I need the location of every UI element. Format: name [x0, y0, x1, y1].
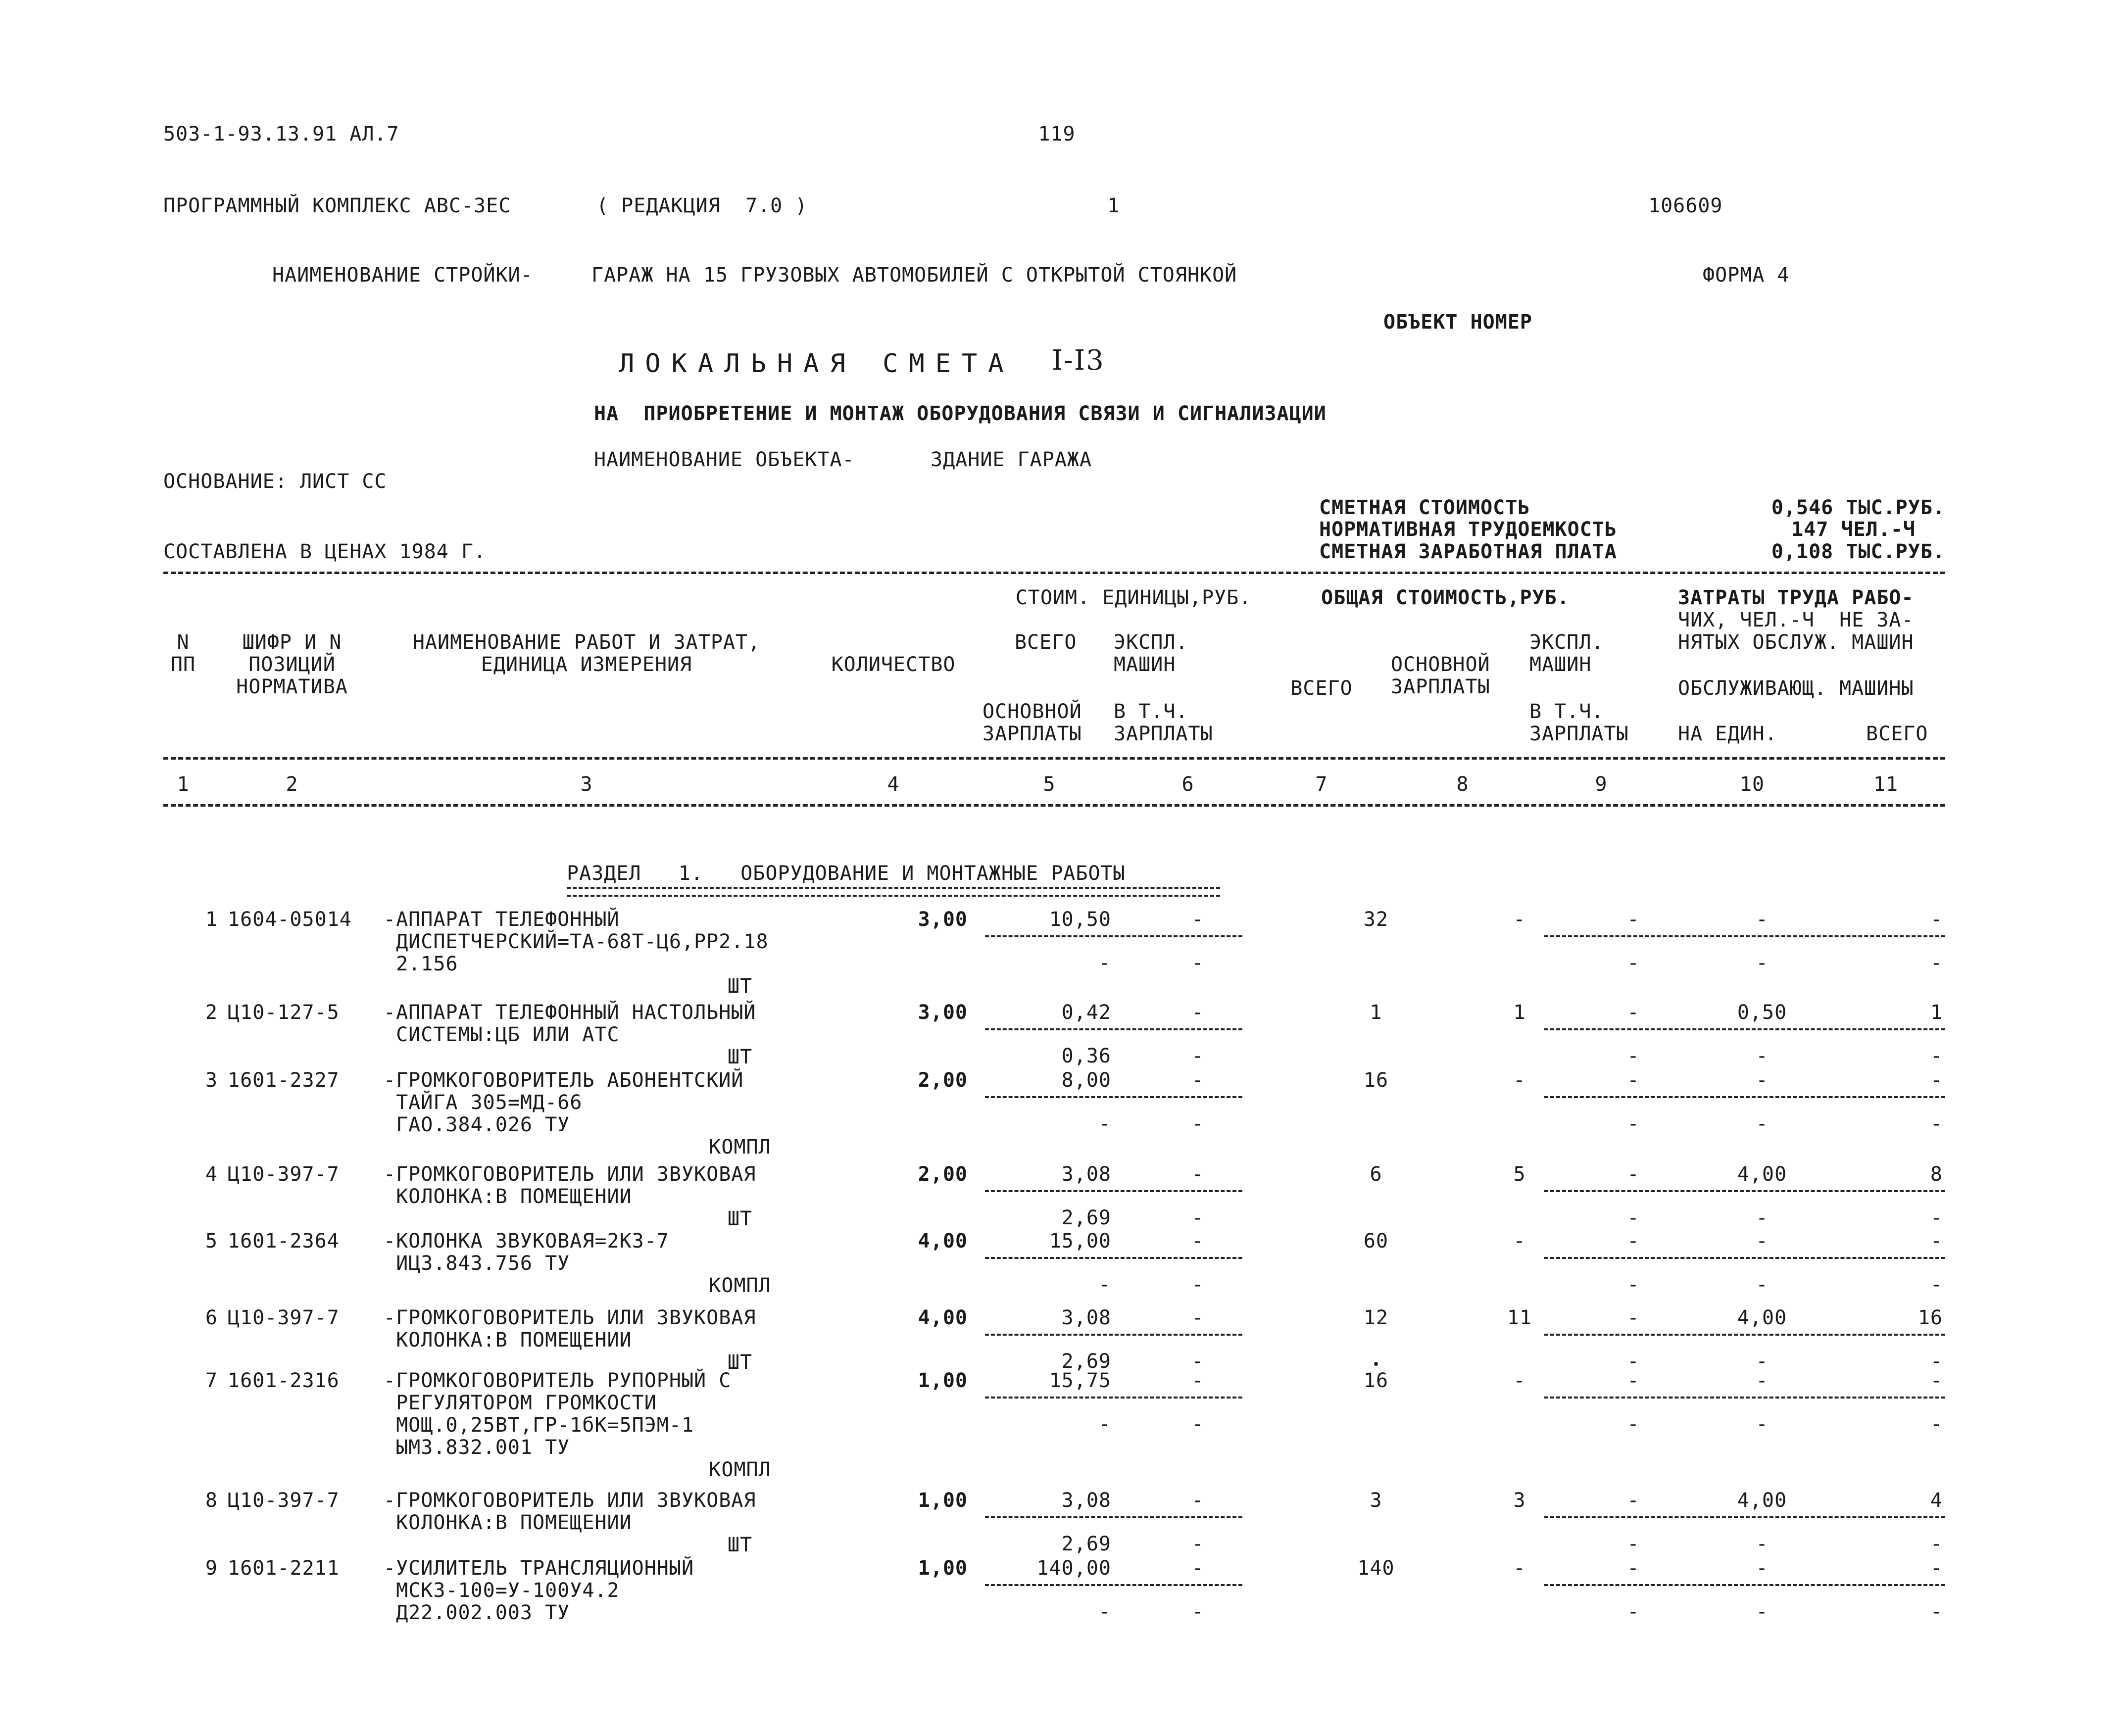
column-number: 5 — [1043, 773, 1056, 796]
row-code: 1604-05014 — [228, 908, 352, 931]
header-total-all: ВСЕГО — [1290, 677, 1353, 700]
row-number: 8 — [205, 1489, 218, 1512]
basis: ОСНОВАНИЕ: ЛИСТ СС — [163, 470, 387, 493]
row-code: 1601-2327 — [228, 1069, 340, 1092]
row-labor-sub: - — [1756, 1533, 1769, 1555]
row-number: 2 — [205, 1001, 218, 1024]
row-work-name: МОЩ.0,25ВТ,ГР-1бК=5ПЭМ-1 — [384, 1414, 694, 1437]
header-bottom-rule — [163, 804, 1945, 807]
row-total-zp-machines: - — [1627, 1413, 1640, 1436]
row-code: 1601-2364 — [228, 1230, 340, 1253]
row-total-ekspl: - — [1627, 1369, 1640, 1392]
row-sub-rule — [1544, 1096, 1945, 1098]
row-work-name: -ГРОМКОГОВОРИТЕЛЬ АБОНЕНТСКИЙ — [384, 1069, 744, 1092]
row-unit-cost: 140,00 — [1036, 1557, 1111, 1580]
form-label: ФОРМА 4 — [1703, 264, 1790, 287]
section-underline — [567, 887, 1220, 897]
row-labor-per-unit: 0,50 — [1737, 1001, 1787, 1024]
row-unit-cost: 3,08 — [1061, 1489, 1111, 1512]
row-unit: ШТ — [727, 1046, 753, 1068]
row-work-name: -УСИЛИТЕЛЬ ТРАНСЛЯЦИОННЫЙ — [384, 1557, 694, 1580]
header-unit-vtch: В Т.Ч. — [1114, 700, 1188, 723]
row-total-osn: 1 — [1513, 1001, 1526, 1024]
row-number: 5 — [205, 1230, 218, 1253]
row-labor-per-unit: 4,00 — [1737, 1163, 1787, 1186]
row-work-name: КОЛОНКА:В ПОМЕЩЕНИИ — [384, 1511, 632, 1534]
header-pp: ПП — [170, 653, 196, 676]
row-labor-per-unit: 4,00 — [1737, 1489, 1787, 1512]
header-work-name: ЕДИНИЦА ИЗМЕРЕНИЯ — [481, 653, 692, 676]
row-total: 60 — [1363, 1230, 1389, 1253]
section-heading: РАЗДЕЛ 1. ОБОРУДОВАНИЕ И МОНТАЖНЫЕ РАБОТЫ — [567, 862, 1126, 885]
row-unit-zp-machines: - — [1191, 1600, 1204, 1623]
row-work-name: МСКЗ-100=У-100У4.2 — [384, 1579, 620, 1602]
column-number: 9 — [1595, 773, 1608, 796]
row-quantity: 4,00 — [918, 1306, 968, 1329]
row-work-name: ГАО.384.026 ТУ — [384, 1113, 570, 1136]
summary-value: 0,546 ТЫС.РУБ. — [1771, 496, 1945, 519]
row-labor-sub: - — [1756, 1045, 1769, 1067]
row-unit-ekspl: - — [1191, 1230, 1204, 1253]
column-number: 6 — [1181, 773, 1194, 796]
row-sub-rule — [985, 1397, 1242, 1398]
program-name: ПРОГРАММНЫЙ КОМПЛЕКС АВС-3ЕС — [163, 194, 511, 217]
row-labor-sub-total: - — [1930, 952, 1943, 974]
row-total-ekspl: - — [1627, 1001, 1640, 1024]
row-unit-zp: 0,36 — [1061, 1045, 1111, 1067]
sheet-number: 1 — [1107, 194, 1120, 217]
row-work-name: -АППАРАТ ТЕЛЕФОННЫЙ НАСТОЛЬНЫЙ — [384, 1001, 756, 1024]
header-unit-total: ВСЕГО — [1015, 631, 1077, 654]
row-labor-total: - — [1930, 1069, 1943, 1092]
row-total-zp-machines: - — [1627, 1600, 1640, 1623]
column-number: 1 — [177, 773, 190, 796]
stroika-name: ГАРАЖ НА 15 ГРУЗОВЫХ АВТОМОБИЛЕЙ С ОТКРЫТОЙ СТОЯНКОЙ — [591, 264, 1237, 287]
header-work-name: НАИМЕНОВАНИЕ РАБОТ И ЗАТРАТ, — [412, 631, 761, 654]
row-total: 3 — [1370, 1489, 1382, 1512]
price-level: СОСТАВЛЕНА В ЦЕНАХ 1984 Г. — [163, 540, 487, 563]
row-labor-total: 1 — [1930, 1001, 1943, 1024]
row-work-name: ДИСПЕТЧЕРСКИЙ=ТА-68Т-Ц6,РР2.18 — [384, 930, 769, 953]
row-labor-total: 4 — [1930, 1489, 1943, 1512]
row-unit-ekspl: - — [1191, 1489, 1204, 1512]
header-code: ПОЗИЦИЙ — [248, 653, 336, 676]
column-number: 8 — [1456, 773, 1469, 796]
row-labor-sub: - — [1756, 1350, 1769, 1373]
row-code: Ц10-397-7 — [228, 1489, 340, 1512]
row-unit-zp-machines: - — [1191, 1533, 1204, 1555]
row-unit: ШТ — [727, 1351, 753, 1374]
stray-mark — [1374, 1362, 1378, 1366]
row-labor-sub-total: - — [1930, 1350, 1943, 1373]
row-labor-total: - — [1930, 1230, 1943, 1253]
row-quantity: 1,00 — [918, 1557, 968, 1580]
row-work-name: -ГРОМКОГОВОРИТЕЛЬ ИЛИ ЗВУКОВАЯ — [384, 1163, 756, 1186]
row-sub-rule — [1544, 1397, 1945, 1398]
row-unit-zp: - — [1098, 1600, 1111, 1623]
row-work-name: КОЛОНКА:В ПОМЕЩЕНИИ — [384, 1329, 632, 1351]
row-sub-rule — [1544, 1257, 1945, 1259]
row-unit-zp: - — [1098, 952, 1111, 974]
summary-label: НОРМАТИВНАЯ ТРУДОЕМКОСТЬ — [1319, 518, 1617, 541]
row-labor-sub: - — [1756, 1600, 1769, 1623]
row-sub-rule — [985, 935, 1242, 937]
row-unit: ШТ — [727, 975, 753, 998]
row-number: 1 — [205, 908, 218, 931]
row-unit: ШТ — [727, 1534, 753, 1556]
row-total-zp-machines: - — [1627, 1350, 1640, 1373]
row-work-name: -ГРОМКОГОВОРИТЕЛЬ ИЛИ ЗВУКОВАЯ — [384, 1489, 756, 1512]
row-total-ekspl: - — [1627, 1163, 1640, 1186]
row-unit: КОМПЛ — [709, 1136, 771, 1158]
row-total-osn: 3 — [1513, 1489, 1526, 1512]
row-total-zp-machines: - — [1627, 1045, 1640, 1067]
row-total: 16 — [1363, 1069, 1389, 1092]
header-labor-per-unit: НА ЕДИН. — [1678, 723, 1777, 745]
row-unit-zp-machines: - — [1191, 952, 1204, 974]
row-sub-rule — [985, 1028, 1242, 1030]
row-quantity: 1,00 — [918, 1489, 968, 1512]
summary-label: СМЕТНАЯ СТОИМОСТЬ — [1319, 496, 1530, 519]
row-unit-cost: 0,42 — [1061, 1001, 1111, 1024]
row-unit: ШТ — [727, 1207, 753, 1230]
row-labor-total: 8 — [1930, 1163, 1943, 1186]
header-unit-osn: ЗАРПЛАТЫ — [983, 723, 1082, 745]
document-title-number: I-I3 — [1052, 344, 1105, 377]
row-work-name: КОЛОНКА:В ПОМЕЩЕНИИ — [384, 1185, 632, 1208]
row-labor-sub-total: - — [1930, 1112, 1943, 1135]
row-sub-rule — [1544, 1334, 1945, 1336]
stroika-label: НАИМЕНОВАНИЕ СТРОЙКИ- — [272, 264, 533, 287]
row-unit-ekspl: - — [1191, 1163, 1204, 1186]
row-unit-cost: 3,08 — [1061, 1163, 1111, 1186]
header-quantity: КОЛИЧЕСТВО — [831, 653, 956, 676]
row-unit-cost: 3,08 — [1061, 1306, 1111, 1329]
document-code: 503-1-93.13.91 АЛ.7 — [163, 123, 399, 145]
row-work-name: Д22.002.003 ТУ — [384, 1601, 570, 1624]
row-work-name: ЫМ3.832.001 ТУ — [384, 1436, 570, 1459]
row-labor-per-unit: - — [1756, 1230, 1769, 1253]
row-labor-total: - — [1930, 1557, 1943, 1580]
object-number-label: ОБЪЕКТ НОМЕР — [1383, 311, 1532, 334]
row-labor-sub: - — [1756, 1206, 1769, 1229]
header-labor-total: ВСЕГО — [1866, 723, 1928, 745]
row-labor-per-unit: 4,00 — [1737, 1306, 1787, 1329]
header-labor: ЗАТРАТЫ ТРУДА РАБО- — [1678, 586, 1914, 609]
row-total: 16 — [1363, 1369, 1389, 1392]
program-edition: ( РЕДАКЦИЯ 7.0 ) — [596, 194, 808, 217]
row-labor-per-unit: - — [1756, 1369, 1769, 1392]
table-top-rule — [163, 572, 1945, 574]
header-unit-ekspl: ЭКСПЛ. — [1114, 631, 1188, 654]
row-unit-zp: 2,69 — [1061, 1206, 1111, 1229]
header-labor: НЯТЫХ ОБСЛУЖ. МАШИН — [1678, 631, 1914, 654]
row-labor-sub: - — [1756, 1273, 1769, 1296]
document-title: ЛОКАЛЬНАЯ СМЕТА — [619, 349, 1015, 379]
row-total-osn: 11 — [1507, 1306, 1532, 1329]
row-total-ekspl: - — [1627, 1069, 1640, 1092]
row-unit-cost: 15,75 — [1049, 1369, 1111, 1392]
row-work-name: -ГРОМКОГОВОРИТЕЛЬ ИЛИ ЗВУКОВАЯ — [384, 1306, 756, 1329]
row-work-name: -КОЛОНКА ЗВУКОВАЯ=2КЗ-7 — [384, 1230, 669, 1253]
header-rule — [163, 757, 1945, 760]
header-code: НОРМАТИВА — [236, 675, 348, 698]
row-total: 1 — [1370, 1001, 1382, 1024]
row-code: Ц10-397-7 — [228, 1306, 340, 1329]
row-unit-zp-machines: - — [1191, 1273, 1204, 1296]
row-unit-zp-machines: - — [1191, 1413, 1204, 1436]
header-total-osn: ОСНОВНОЙ — [1391, 653, 1490, 676]
row-labor-sub: - — [1756, 952, 1769, 974]
row-total: 32 — [1363, 908, 1389, 931]
header-n: N — [177, 631, 190, 654]
row-number: 6 — [205, 1306, 218, 1329]
object-label: НАИМЕНОВАНИЕ ОБЪЕКТА- — [594, 448, 855, 471]
row-unit-ekspl: - — [1191, 1001, 1204, 1024]
row-labor-sub: - — [1756, 1413, 1769, 1436]
row-labor-sub-total: - — [1930, 1045, 1943, 1067]
row-total: 6 — [1370, 1163, 1382, 1186]
row-total-osn: - — [1513, 1369, 1526, 1392]
row-labor-sub-total: - — [1930, 1600, 1943, 1623]
row-total-zp-machines: - — [1627, 1533, 1640, 1555]
row-unit-zp-machines: - — [1191, 1350, 1204, 1373]
row-unit-zp-machines: - — [1191, 1206, 1204, 1229]
row-work-name: РЕГУЛЯТОРОМ ГРОМКОСТИ — [384, 1392, 657, 1414]
row-labor-sub: - — [1756, 1112, 1769, 1135]
row-code: Ц10-127-5 — [228, 1001, 340, 1024]
row-sub-rule — [1544, 1516, 1945, 1518]
document-subtitle: НА ПРИОБРЕТЕНИЕ И МОНТАЖ ОБОРУДОВАНИЯ СВЯЗИ И СИГНАЛИЗАЦИИ — [594, 402, 1327, 425]
row-sub-rule — [1544, 1190, 1945, 1192]
row-unit-zp: 2,69 — [1061, 1533, 1111, 1555]
row-unit-zp-machines: - — [1191, 1112, 1204, 1135]
row-unit-ekspl: - — [1191, 1069, 1204, 1092]
page-number: 119 — [1038, 123, 1076, 145]
row-unit-ekspl: - — [1191, 908, 1204, 931]
header-unit-ekspl: МАШИН — [1114, 653, 1176, 676]
row-labor-sub-total: - — [1930, 1413, 1943, 1436]
row-total-zp-machines: - — [1627, 1112, 1640, 1135]
row-labor-total: - — [1930, 908, 1943, 931]
row-quantity: 1,00 — [918, 1369, 968, 1392]
row-total-ekspl: - — [1627, 1489, 1640, 1512]
row-unit-cost: 10,50 — [1049, 908, 1111, 931]
row-code: 1601-2211 — [228, 1557, 340, 1580]
column-number: 3 — [580, 773, 593, 796]
column-number: 11 — [1873, 773, 1899, 796]
header-total-osn: ЗАРПЛАТЫ — [1391, 675, 1490, 698]
row-sub-rule — [985, 1516, 1242, 1518]
summary-label: СМЕТНАЯ ЗАРАБОТНАЯ ПЛАТА — [1319, 540, 1617, 563]
row-labor-per-unit: - — [1756, 1557, 1769, 1580]
row-sub-rule — [1544, 1028, 1945, 1030]
row-sub-rule — [985, 1096, 1242, 1098]
row-unit-ekspl: - — [1191, 1306, 1204, 1329]
row-unit: КОМПЛ — [709, 1458, 771, 1481]
row-unit: КОМПЛ — [709, 1274, 771, 1297]
column-number: 2 — [286, 773, 298, 796]
row-quantity: 2,00 — [918, 1163, 968, 1186]
header-labor-machines: ОБСЛУЖИВАЮЩ. МАШИНЫ — [1678, 677, 1914, 700]
row-unit-cost: 15,00 — [1049, 1230, 1111, 1253]
row-code: Ц10-397-7 — [228, 1163, 340, 1186]
header-unit-vtch: ЗАРПЛАТЫ — [1114, 723, 1213, 745]
row-labor-sub-total: - — [1930, 1273, 1943, 1296]
column-number: 4 — [887, 773, 900, 796]
row-number: 3 — [205, 1069, 218, 1092]
row-labor-per-unit: - — [1756, 908, 1769, 931]
row-sub-rule — [985, 1584, 1242, 1586]
row-number: 9 — [205, 1557, 218, 1580]
row-work-name: ТАЙГА 305=МД-66 — [384, 1091, 583, 1114]
row-unit-zp: - — [1098, 1273, 1111, 1296]
row-total-ekspl: - — [1627, 1230, 1640, 1253]
row-number: 7 — [205, 1369, 218, 1392]
row-total-osn: - — [1513, 1069, 1526, 1092]
row-code: 1601-2316 — [228, 1369, 340, 1392]
header-total-cost: ОБЩАЯ СТОИМОСТЬ,РУБ. — [1321, 586, 1570, 609]
row-unit-ekspl: - — [1191, 1557, 1204, 1580]
row-work-name: ИЦ3.843.756 ТУ — [384, 1252, 570, 1275]
column-number: 7 — [1315, 773, 1328, 796]
row-work-name: СИСТЕМЫ:ЦБ ИЛИ АТС — [384, 1023, 620, 1046]
header-labor: ЧИХ, ЧЕЛ.-Ч НЕ ЗА- — [1678, 609, 1914, 631]
row-sub-rule — [985, 1190, 1242, 1192]
header-total-ekspl: ЭКСПЛ. — [1529, 631, 1604, 654]
row-unit-zp: - — [1098, 1112, 1111, 1135]
column-number: 10 — [1739, 773, 1765, 796]
row-labor-sub-total: - — [1930, 1206, 1943, 1229]
row-total-zp-machines: - — [1627, 1273, 1640, 1296]
row-labor-total: - — [1930, 1369, 1943, 1392]
header-total-ekspl: МАШИН — [1529, 653, 1592, 676]
row-quantity: 2,00 — [918, 1069, 968, 1092]
header-total-vtch: ЗАРПЛАТЫ — [1529, 723, 1629, 745]
row-work-name: 2.156 — [384, 953, 458, 975]
row-labor-sub-total: - — [1930, 1533, 1943, 1555]
summary-value: 147 ЧЕЛ.-Ч — [1791, 518, 1916, 541]
row-total-zp-machines: - — [1627, 952, 1640, 974]
row-sub-rule — [985, 1257, 1242, 1259]
row-total-ekspl: - — [1627, 908, 1640, 931]
row-total-osn: - — [1513, 1230, 1526, 1253]
document-number: 106609 — [1648, 194, 1723, 217]
row-unit-cost: 8,00 — [1061, 1069, 1111, 1092]
row-quantity: 4,00 — [918, 1230, 968, 1253]
row-total-osn: 5 — [1513, 1163, 1526, 1186]
header-total-vtch: В Т.Ч. — [1529, 700, 1604, 723]
row-quantity: 3,00 — [918, 1001, 968, 1024]
row-sub-rule — [1544, 1584, 1945, 1586]
row-total-ekspl: - — [1627, 1557, 1640, 1580]
header-code: ШИФР И N — [242, 631, 342, 654]
row-total: 140 — [1357, 1557, 1395, 1580]
row-sub-rule — [985, 1334, 1242, 1336]
object-name: ЗДАНИЕ ГАРАЖА — [931, 448, 1092, 471]
row-unit-zp: - — [1098, 1413, 1111, 1436]
row-total-ekspl: - — [1627, 1306, 1640, 1329]
row-work-name: -ГРОМКОГОВОРИТЕЛЬ РУПОРНЫЙ С — [384, 1369, 732, 1392]
row-labor-per-unit: - — [1756, 1069, 1769, 1092]
summary-value: 0,108 ТЫС.РУБ. — [1771, 540, 1945, 563]
row-unit-ekspl: - — [1191, 1369, 1204, 1392]
row-number: 4 — [205, 1163, 218, 1186]
header-unit-cost: СТОИМ. ЕДИНИЦЫ,РУБ. — [1015, 586, 1252, 609]
row-work-name: -АППАРАТ ТЕЛЕФОННЫЙ — [384, 908, 620, 931]
row-sub-rule — [1544, 935, 1945, 937]
header-unit-osn: ОСНОВНОЙ — [983, 700, 1082, 723]
row-total: 12 — [1363, 1306, 1389, 1329]
row-total-osn: - — [1513, 1557, 1526, 1580]
row-unit-zp-machines: - — [1191, 1045, 1204, 1067]
row-quantity: 3,00 — [918, 908, 968, 931]
row-labor-total: 16 — [1917, 1306, 1943, 1329]
row-total-zp-machines: - — [1627, 1206, 1640, 1229]
row-unit-zp: 2,69 — [1061, 1350, 1111, 1373]
row-total-osn: - — [1513, 908, 1526, 931]
